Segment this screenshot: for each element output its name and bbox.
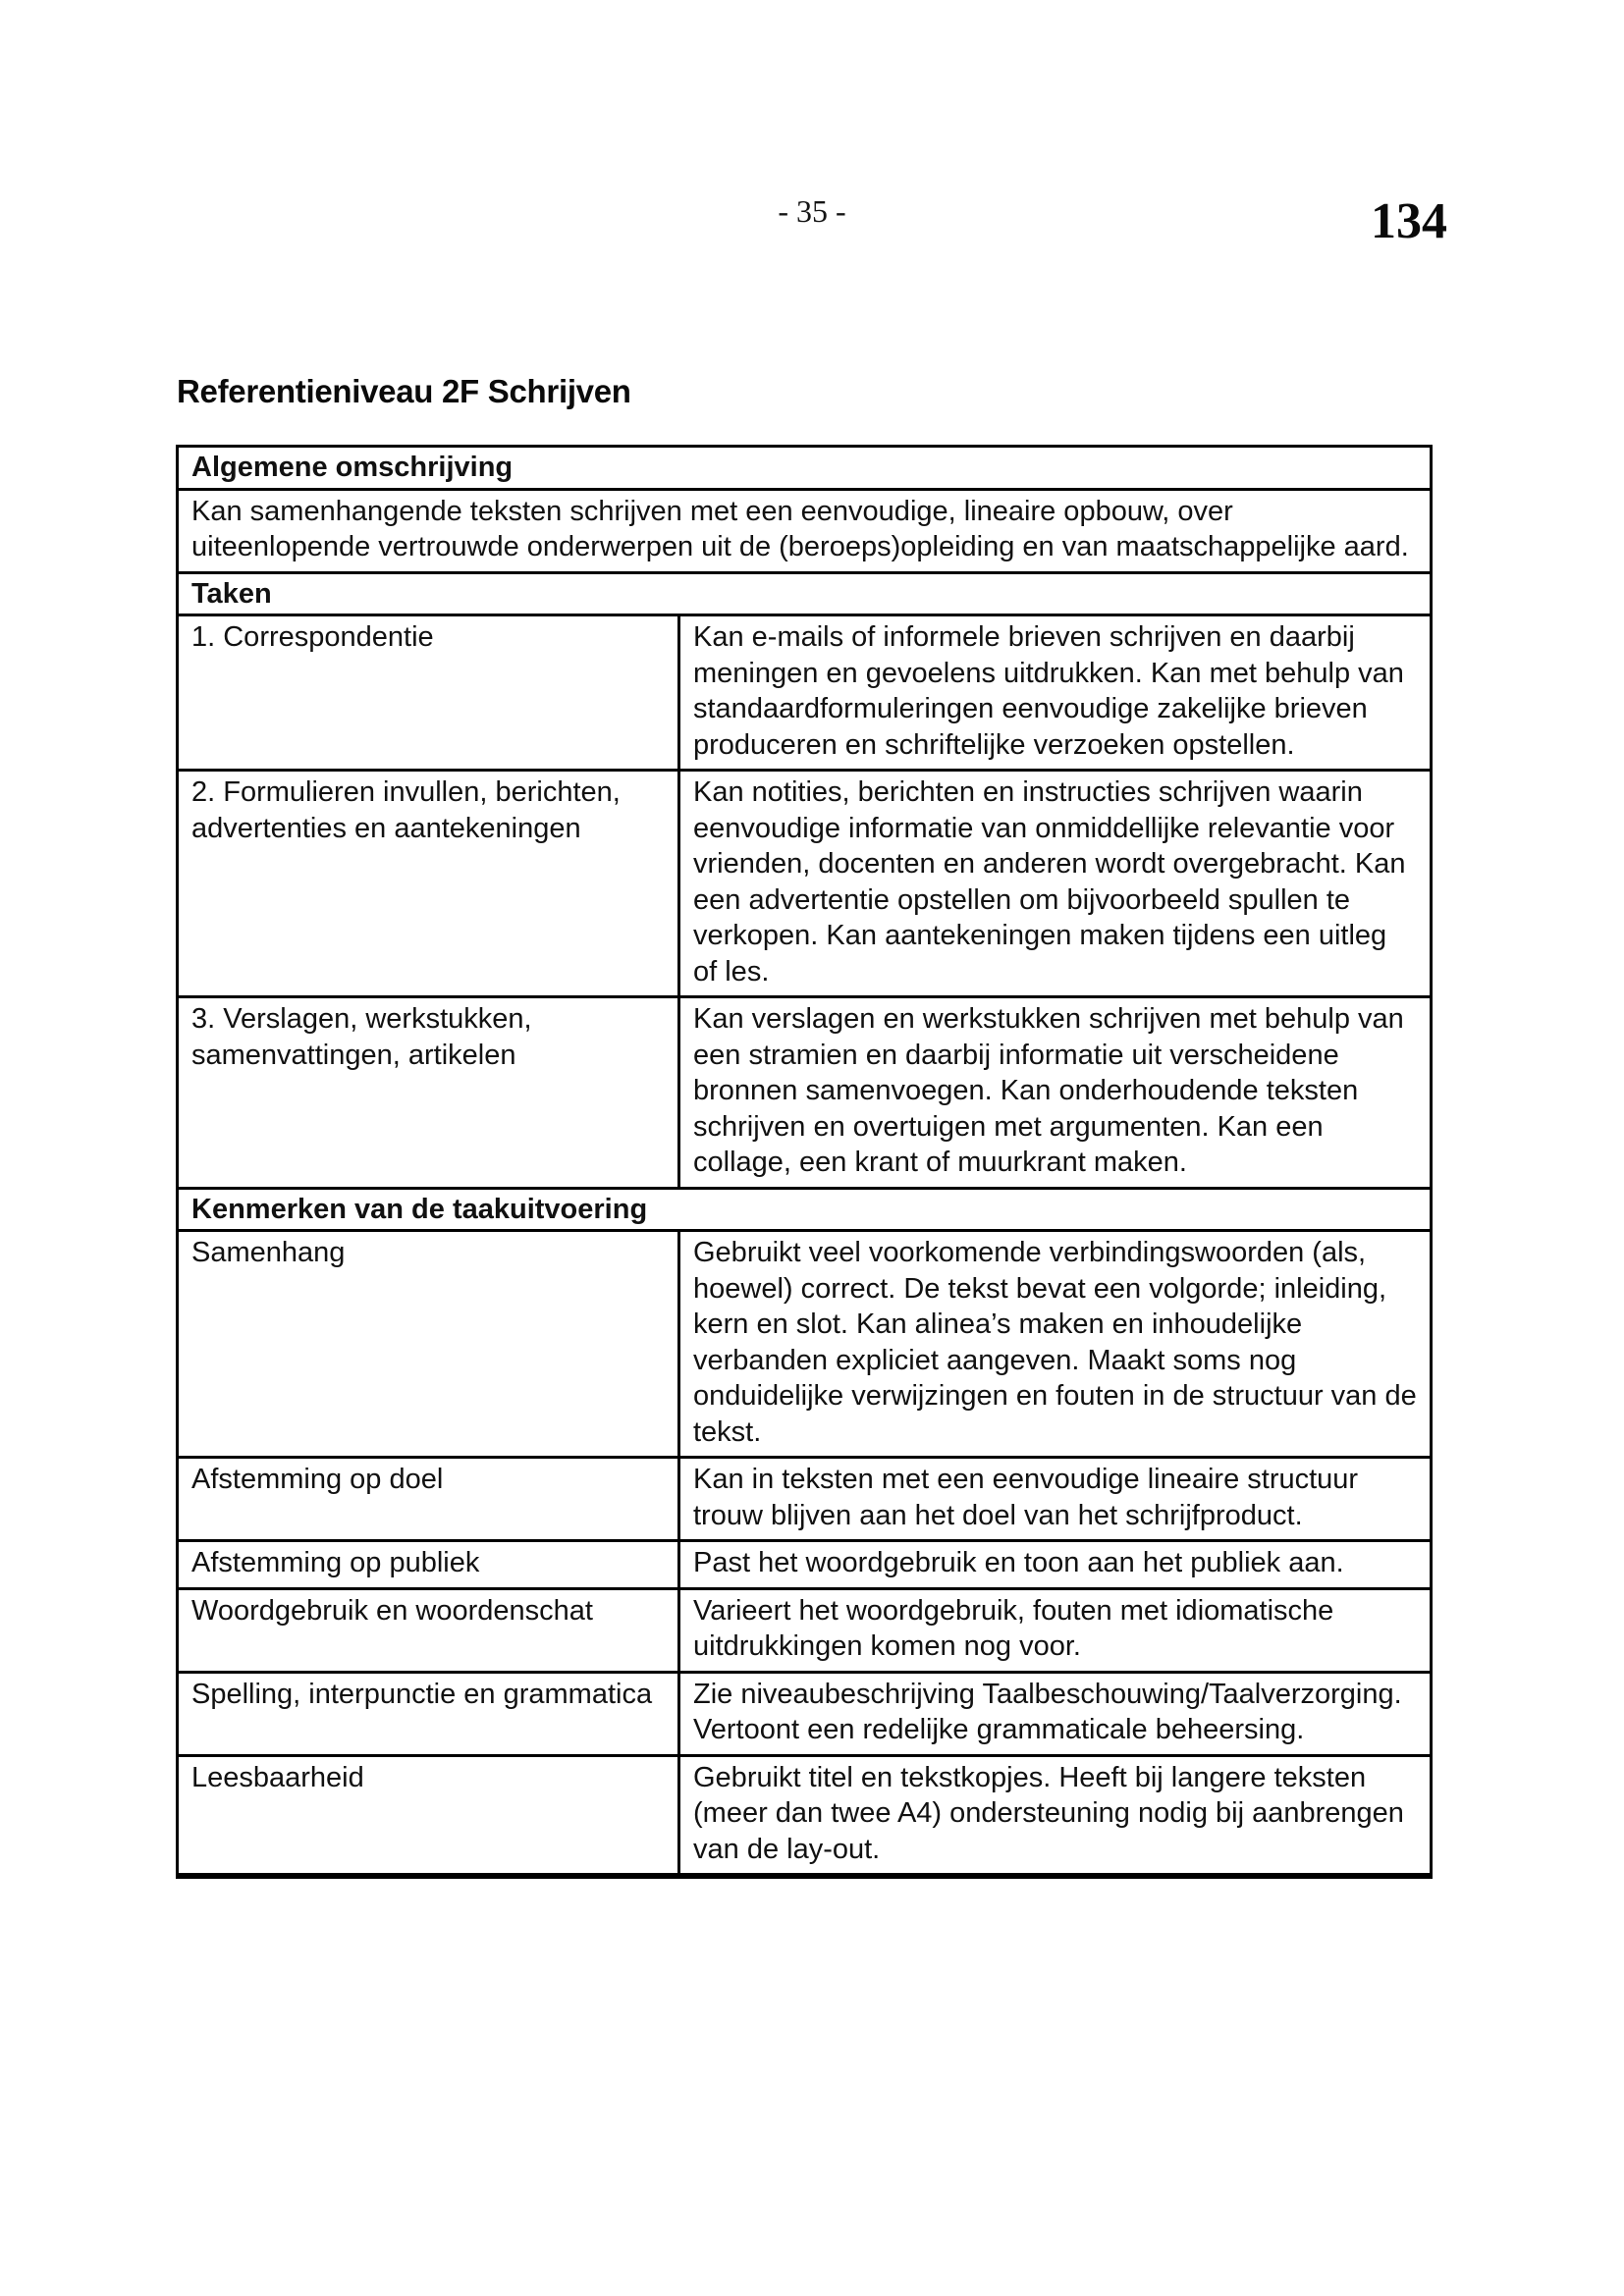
feature-label-cell: Spelling, interpunctie en grammatica <box>178 1672 679 1755</box>
general-description-row <box>178 489 1432 572</box>
table-row-afstemming-doel <box>178 1458 1432 1541</box>
feature-description-cell: Gebruikt titel en tekstkopjes. Heeft bij langere teksten (meer dan twee A4) ondersteuning nodig bij aanbrengen van de lay-out. <box>679 1755 1432 1876</box>
table-row-spelling <box>178 1672 1432 1755</box>
table-row-correspondentie <box>178 615 1432 771</box>
feature-description-cell: Varieert het woordgebruik, fouten met idiomatische uitdrukkingen komen nog voor. <box>679 1588 1432 1672</box>
table-section-header-row <box>178 572 1432 615</box>
task-description-cell: Kan notities, berichten en instructies schrijven waarin eenvoudige informatie van onmiddellijke relevantie voor vrienden, docenten en anderen wordt overgebracht. Kan een advertentie opstellen om bijvoorbeeld spullen te verkopen. Kan aantekeningen maken tijdens een uitleg of les. <box>679 771 1432 997</box>
features-header-cell: Kenmerken van de taakuitvoering <box>178 1188 1432 1231</box>
table-row-verslagen <box>178 997 1432 1189</box>
feature-description-cell: Gebruikt veel voorkomende verbindingswoorden (als, hoewel) correct. De tekst bevat een volgorde; inleiding, kern en slot. Kan alinea’s maken en inhoudelijke verbanden expliciet aangeven. Maakt soms nog onduidelijke verwijzingen en fouten in de structuur van de tekst. <box>679 1231 1432 1458</box>
task-label-cell: 2. Formulieren invullen, berichten, advertenties en aantekeningen <box>178 771 679 997</box>
reference-level-table <box>176 445 1433 1879</box>
feature-label-cell: Afstemming op publiek <box>178 1541 679 1589</box>
page-title: Referentieniveau 2F Schrijven <box>177 373 631 409</box>
general-description-cell: Kan samenhangende teksten schrijven met een eenvoudige, lineaire opbouw, over uiteenlopende vertrouwde onderwerpen uit de (beroeps)opleiding en van maatschappelijke aard. <box>178 489 1432 572</box>
document-page-number: 134 <box>1371 193 1447 249</box>
task-label-cell: 1. Correspondentie <box>178 615 679 771</box>
task-description-cell: Kan e-mails of informele brieven schrijven en daarbij meningen en gevoelens uitdrukken. Kan met behulp van standaardformuleringen eenvoudige zakelijke brieven produceren en schriftelijke verzoeken opstellen. <box>679 615 1432 771</box>
tasks-header-cell: Taken <box>178 572 1432 615</box>
task-description-cell: Kan verslagen en werkstukken schrijven met behulp van een stramien en daarbij informatie uit verscheidene bronnen samenvoegen. Kan onderhoudende teksten schrijven en overtuigen met argumenten. Kan een collage, een krant of muurkrant maken. <box>679 997 1432 1189</box>
table-row-afstemming-publiek <box>178 1541 1432 1589</box>
feature-label-cell: Samenhang <box>178 1231 679 1458</box>
feature-label-cell: Leesbaarheid <box>178 1755 679 1876</box>
feature-description-cell: Zie niveaubeschrijving Taalbeschouwing/Taalverzorging. Vertoont een redelijke grammaticale beheersing. <box>679 1672 1432 1755</box>
feature-label-cell: Afstemming op doel <box>178 1458 679 1541</box>
page-number-center: - 35 - <box>778 193 846 229</box>
table-row-leesbaarheid <box>178 1755 1432 1876</box>
feature-label-cell: Woordgebruik en woordenschat <box>178 1588 679 1672</box>
feature-description-cell: Kan in teksten met een eenvoudige lineaire structuur trouw blijven aan het doel van het schrijfproduct. <box>679 1458 1432 1541</box>
table-row-formulieren <box>178 771 1432 997</box>
table-section-header-row <box>178 1188 1432 1231</box>
table-row-woordgebruik <box>178 1588 1432 1672</box>
general-description-header-cell: Algemene omschrijving <box>178 447 1432 490</box>
table-section-header-row <box>178 447 1432 490</box>
table-row-samenhang <box>178 1231 1432 1458</box>
task-label-cell: 3. Verslagen, werkstukken, samenvattingen, artikelen <box>178 997 679 1189</box>
feature-description-cell: Past het woordgebruik en toon aan het publiek aan. <box>679 1541 1432 1589</box>
